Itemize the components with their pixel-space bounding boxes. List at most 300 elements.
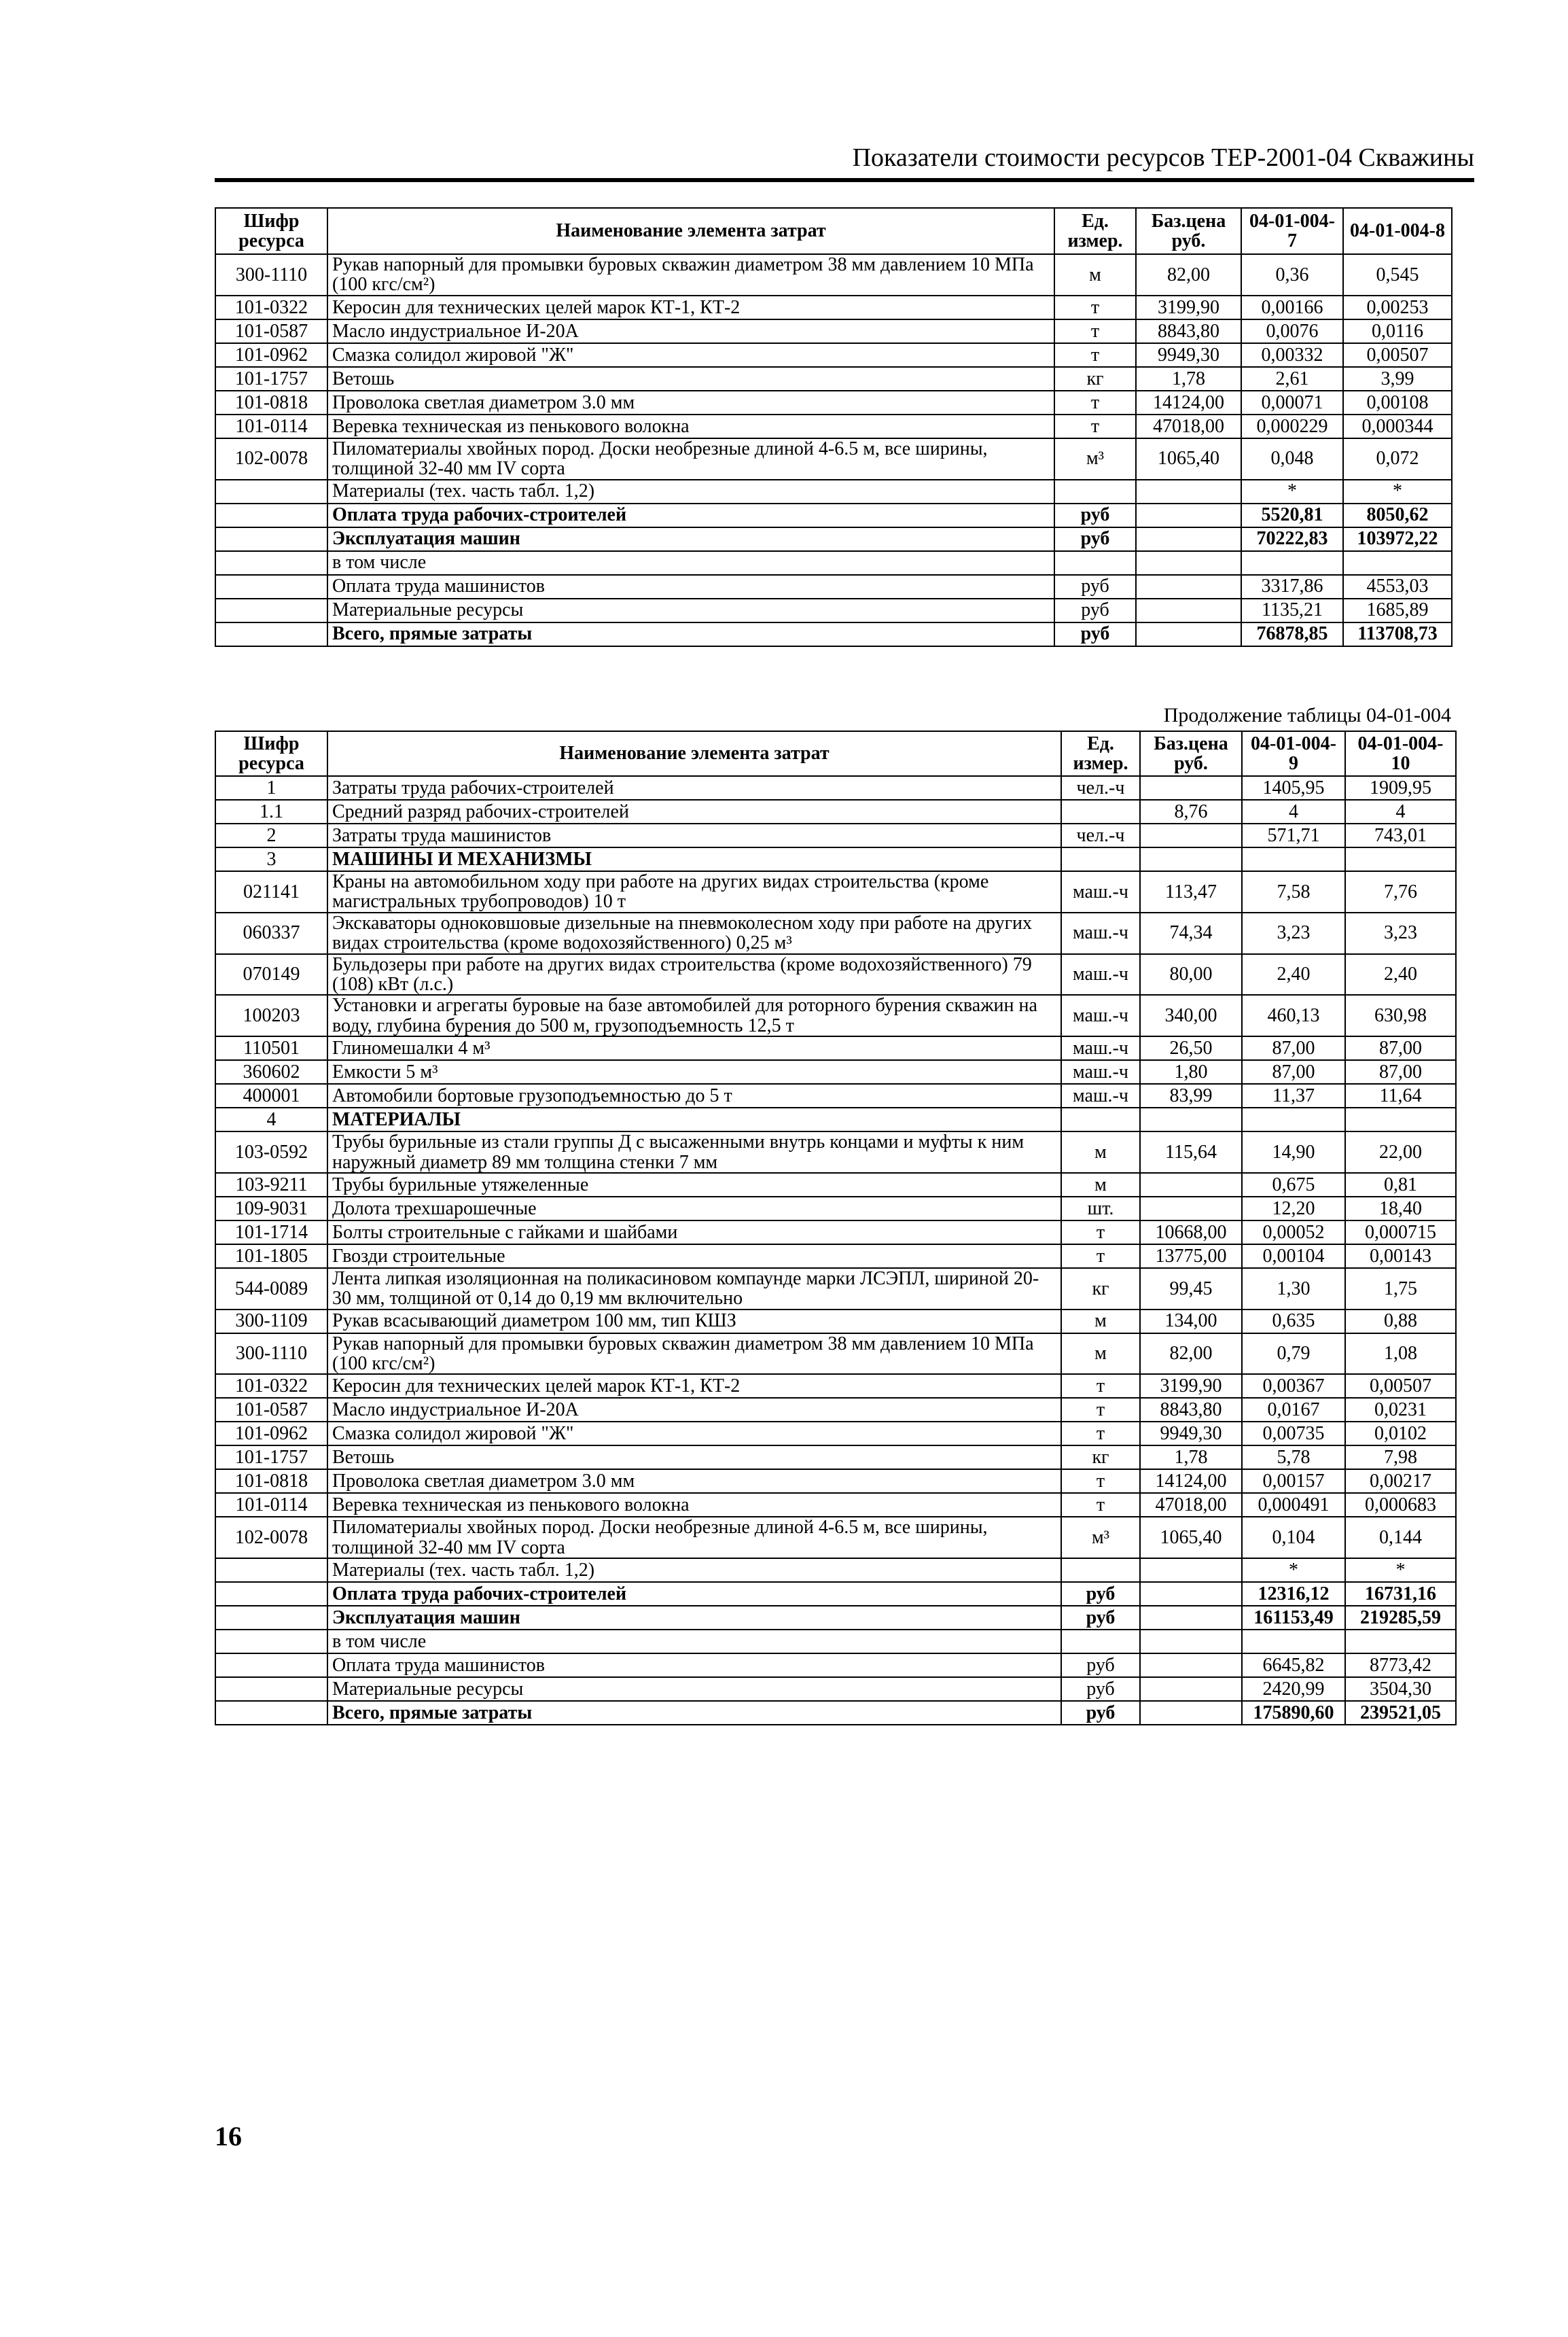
element-name: Средний разряд рабочих-строителей	[327, 800, 1061, 824]
value-col-2: 8050,62	[1343, 504, 1452, 527]
value-col-1: 4	[1242, 800, 1345, 824]
value-col-2: 7,76	[1345, 871, 1456, 913]
base-price: 3199,90	[1140, 1374, 1242, 1398]
resource-code: 109-9031	[215, 1197, 327, 1220]
value-col-2: 4553,03	[1343, 575, 1452, 599]
value-col-1: 0,00157	[1242, 1469, 1345, 1493]
value-col-2: 743,01	[1345, 824, 1456, 847]
value-col-1: 5,78	[1242, 1445, 1345, 1469]
table-row	[215, 871, 1456, 913]
unit	[1061, 1630, 1140, 1653]
table-row	[215, 1036, 1456, 1060]
unit: м³	[1061, 1517, 1140, 1558]
base-price: 99,45	[1140, 1268, 1242, 1310]
unit: маш.-ч	[1061, 1084, 1140, 1108]
value-col-1: 0,00104	[1242, 1244, 1345, 1268]
element-name: Всего, прямые затраты	[327, 622, 1054, 646]
table-row	[215, 1677, 1456, 1701]
table-row	[215, 438, 1452, 480]
base-price	[1140, 776, 1242, 800]
base-price: 8843,80	[1136, 319, 1241, 343]
resource-code: 400001	[215, 1084, 327, 1108]
value-col-1: 571,71	[1242, 824, 1345, 847]
unit	[1054, 480, 1136, 504]
unit: т	[1054, 296, 1136, 319]
value-col-1: 3,23	[1242, 913, 1345, 954]
resource-code	[215, 1701, 327, 1725]
resource-table-2	[215, 731, 1457, 1725]
value-col-1	[1242, 1108, 1345, 1131]
value-col-2: 113708,73	[1343, 622, 1452, 646]
base-price: 10668,00	[1140, 1220, 1242, 1244]
table-row	[215, 1558, 1456, 1582]
table-row	[215, 1197, 1456, 1220]
base-price: 9949,30	[1140, 1422, 1242, 1445]
base-price: 1065,40	[1140, 1517, 1242, 1558]
element-name: Оплата труда рабочих-строителей	[327, 504, 1054, 527]
base-price	[1140, 1701, 1242, 1725]
element-name: Ветошь	[327, 1445, 1061, 1469]
value-col-2: 2,40	[1345, 954, 1456, 996]
element-name: Всего, прямые затраты	[327, 1701, 1061, 1725]
table-row	[215, 504, 1452, 527]
table-row	[215, 527, 1452, 551]
base-price: 47018,00	[1140, 1493, 1242, 1517]
element-name: Оплата труда машинистов	[327, 1653, 1061, 1677]
element-name: Керосин для технических целей марок КТ-1, КТ-2	[327, 296, 1054, 319]
base-price: 14124,00	[1136, 391, 1241, 415]
resource-code: 103-0592	[215, 1131, 327, 1173]
unit: руб	[1054, 504, 1136, 527]
resource-code: 101-0962	[215, 343, 327, 367]
col-header-unit: Ед. измер.	[1054, 208, 1136, 254]
value-col-2: 0,000344	[1343, 415, 1452, 438]
resource-code: 101-0322	[215, 1374, 327, 1398]
unit: м	[1061, 1310, 1140, 1333]
value-col-2: 1,75	[1345, 1268, 1456, 1310]
resource-code: 2	[215, 824, 327, 847]
value-col-2: 87,00	[1345, 1060, 1456, 1084]
value-col-2: 239521,05	[1345, 1701, 1456, 1725]
table-row	[215, 995, 1456, 1036]
value-col-1: 0,0167	[1242, 1398, 1345, 1422]
table-row	[215, 913, 1456, 954]
table-row	[215, 1606, 1456, 1630]
table2-header-row	[215, 731, 1456, 776]
base-price	[1136, 504, 1241, 527]
value-col-1	[1242, 847, 1345, 871]
element-name: МАШИНЫ И МЕХАНИЗМЫ	[327, 847, 1061, 871]
value-col-1: 161153,49	[1242, 1606, 1345, 1630]
base-price: 8843,80	[1140, 1398, 1242, 1422]
resource-code	[215, 1558, 327, 1582]
element-name: Затраты труда рабочих-строителей	[327, 776, 1061, 800]
table-continuation-label: Продолжение таблицы 04-01-004	[1163, 704, 1451, 726]
element-name: Установки и агрегаты буровые на базе автомобилей для роторного бурения скважин на воду, глубина бурения до 500 м, грузоподъемность 12,5 т	[327, 995, 1061, 1036]
element-name: Емкости 5 м³	[327, 1060, 1061, 1084]
resource-code: 021141	[215, 871, 327, 913]
value-col-1: 0,00735	[1242, 1422, 1345, 1445]
element-name: МАТЕРИАЛЫ	[327, 1108, 1061, 1131]
value-col-1: *	[1241, 480, 1343, 504]
value-col-1	[1241, 551, 1343, 575]
element-name: Рукав напорный для промывки буровых скважин диаметром 38 мм давлением 10 МПа (100 кгс/см²)	[327, 1333, 1061, 1375]
value-col-2: 3,23	[1345, 913, 1456, 954]
value-col-2: 1685,89	[1343, 599, 1452, 622]
element-name: Глиномешалки 4 м³	[327, 1036, 1061, 1060]
element-name: Ветошь	[327, 367, 1054, 391]
element-name: Оплата труда машинистов	[327, 575, 1054, 599]
unit: т	[1061, 1244, 1140, 1268]
value-col-1: 12316,12	[1242, 1582, 1345, 1606]
resource-code: 101-1757	[215, 367, 327, 391]
element-name: Рукав всасывающий диаметром 100 мм, тип КШЗ	[327, 1310, 1061, 1333]
col-header-price: Баз.цена руб.	[1140, 731, 1242, 776]
element-name: Экскаваторы одноковшовые дизельные на пневмоколесном ходу при работе на других видах строительства (кроме водохозяйственного) 0,25 м³	[327, 913, 1061, 954]
col-header-v1: 04-01-004-9	[1242, 731, 1345, 776]
table-row	[215, 824, 1456, 847]
resource-code: 103-9211	[215, 1173, 327, 1197]
value-col-2: 0,88	[1345, 1310, 1456, 1333]
unit: руб	[1061, 1677, 1140, 1701]
resource-code: 060337	[215, 913, 327, 954]
unit: т	[1061, 1398, 1140, 1422]
table-row	[215, 776, 1456, 800]
element-name: Материальные ресурсы	[327, 599, 1054, 622]
value-col-2: 1909,95	[1345, 776, 1456, 800]
unit: м	[1061, 1333, 1140, 1375]
value-col-1: 70222,83	[1241, 527, 1343, 551]
value-col-1: 0,104	[1242, 1517, 1345, 1558]
element-name: Лента липкая изоляционная на поликасиновом компаунде марки ЛСЭПЛ, шириной 20-30 мм, толщиной от 0,14 до 0,19 мм включительно	[327, 1268, 1061, 1310]
resource-code: 3	[215, 847, 327, 871]
table-row	[215, 296, 1452, 319]
resource-code: 101-0587	[215, 319, 327, 343]
element-name: Бульдозеры при работе на других видах строительства (кроме водохозяйственного) 79 (108) кВт (л.с.)	[327, 954, 1061, 996]
unit: руб	[1054, 599, 1136, 622]
value-col-1: 0,79	[1242, 1333, 1345, 1375]
base-price	[1136, 480, 1241, 504]
value-col-2: 630,98	[1345, 995, 1456, 1036]
value-col-2: 1,08	[1345, 1333, 1456, 1375]
value-col-2: 0,0102	[1345, 1422, 1456, 1445]
element-name: Материальные ресурсы	[327, 1677, 1061, 1701]
unit: кг	[1061, 1445, 1140, 1469]
element-name: Проволока светлая диаметром 3.0 мм	[327, 1469, 1061, 1493]
value-col-1: 14,90	[1242, 1131, 1345, 1173]
unit: руб	[1054, 575, 1136, 599]
table-row	[215, 1310, 1456, 1333]
resource-code: 101-0587	[215, 1398, 327, 1422]
base-price	[1136, 622, 1241, 646]
unit: чел.-ч	[1061, 824, 1140, 847]
base-price	[1140, 1653, 1242, 1677]
value-col-2: 4	[1345, 800, 1456, 824]
table-row	[215, 367, 1452, 391]
value-col-1: 6645,82	[1242, 1653, 1345, 1677]
resource-code: 544-0089	[215, 1268, 327, 1310]
element-name: Масло индустриальное И-20А	[327, 319, 1054, 343]
table-row	[215, 551, 1452, 575]
value-col-2: 18,40	[1345, 1197, 1456, 1220]
value-col-1: 175890,60	[1242, 1701, 1345, 1725]
base-price: 82,00	[1136, 254, 1241, 296]
value-col-1: 0,048	[1241, 438, 1343, 480]
value-col-1	[1242, 1630, 1345, 1653]
unit: м	[1061, 1173, 1140, 1197]
value-col-2: 3504,30	[1345, 1677, 1456, 1701]
resource-code: 101-0322	[215, 296, 327, 319]
col-header-v2: 04-01-004-8	[1343, 208, 1452, 254]
base-price: 9949,30	[1136, 343, 1241, 367]
resource-code: 360602	[215, 1060, 327, 1084]
unit: т	[1061, 1493, 1140, 1517]
value-col-1: 0,36	[1241, 254, 1343, 296]
element-name: Керосин для технических целей марок КТ-1, КТ-2	[327, 1374, 1061, 1398]
element-name: Оплата труда рабочих-строителей	[327, 1582, 1061, 1606]
resource-code: 070149	[215, 954, 327, 996]
resource-code: 100203	[215, 995, 327, 1036]
unit: м	[1061, 1131, 1140, 1173]
col-header-unit: Ед. измер.	[1061, 731, 1140, 776]
value-col-1: 0,000229	[1241, 415, 1343, 438]
element-name: Смазка солидол жировой "Ж"	[327, 343, 1054, 367]
resource-code: 300-1110	[215, 254, 327, 296]
value-col-1: 0,0076	[1241, 319, 1343, 343]
resource-code	[215, 1630, 327, 1653]
element-name: Проволока светлая диаметром 3.0 мм	[327, 391, 1054, 415]
resource-code: 102-0078	[215, 438, 327, 480]
value-col-2: 0,0231	[1345, 1398, 1456, 1422]
base-price	[1140, 1630, 1242, 1653]
unit	[1061, 1558, 1140, 1582]
table-row	[215, 1131, 1456, 1173]
unit: т	[1061, 1422, 1140, 1445]
value-col-1: 87,00	[1242, 1060, 1345, 1084]
value-col-1: 1,30	[1242, 1268, 1345, 1310]
resource-table-1	[215, 207, 1453, 647]
resource-code	[215, 1653, 327, 1677]
table-row	[215, 1517, 1456, 1558]
value-col-2: 0,00143	[1345, 1244, 1456, 1268]
resource-code	[215, 1582, 327, 1606]
unit: маш.-ч	[1061, 913, 1140, 954]
value-col-2	[1345, 1630, 1456, 1653]
base-price: 1,78	[1136, 367, 1241, 391]
table-row	[215, 1398, 1456, 1422]
value-col-1: 76878,85	[1241, 622, 1343, 646]
base-price: 1,80	[1140, 1060, 1242, 1084]
value-col-1: 460,13	[1242, 995, 1345, 1036]
value-col-2: 11,64	[1345, 1084, 1456, 1108]
table-row	[215, 415, 1452, 438]
value-col-2: 0,81	[1345, 1173, 1456, 1197]
resource-code: 110501	[215, 1036, 327, 1060]
base-price	[1140, 824, 1242, 847]
table-row	[215, 1445, 1456, 1469]
base-price: 47018,00	[1136, 415, 1241, 438]
value-col-1: 87,00	[1242, 1036, 1345, 1060]
element-name: Веревка техническая из пенькового волокна	[327, 1493, 1061, 1517]
table-row	[215, 1060, 1456, 1084]
resource-code	[215, 504, 327, 527]
base-price	[1140, 1677, 1242, 1701]
table-row	[215, 1084, 1456, 1108]
value-col-1: 0,635	[1242, 1310, 1345, 1333]
value-col-2: 8773,42	[1345, 1653, 1456, 1677]
element-name: Материалы (тех. часть табл. 1,2)	[327, 1558, 1061, 1582]
resource-code: 1	[215, 776, 327, 800]
value-col-2	[1343, 551, 1452, 575]
value-col-2: 0,000715	[1345, 1220, 1456, 1244]
unit: маш.-ч	[1061, 995, 1140, 1036]
value-col-1: 12,20	[1242, 1197, 1345, 1220]
value-col-2: 0,00253	[1343, 296, 1452, 319]
table-row	[215, 480, 1452, 504]
resource-code	[215, 527, 327, 551]
value-col-2: 87,00	[1345, 1036, 1456, 1060]
base-price	[1136, 599, 1241, 622]
base-price: 340,00	[1140, 995, 1242, 1036]
base-price: 13775,00	[1140, 1244, 1242, 1268]
unit	[1054, 551, 1136, 575]
unit: маш.-ч	[1061, 954, 1140, 996]
value-col-2	[1345, 1108, 1456, 1131]
resource-code	[215, 599, 327, 622]
value-col-2: 0,0116	[1343, 319, 1452, 343]
base-price	[1136, 575, 1241, 599]
base-price	[1140, 1197, 1242, 1220]
table-row	[215, 1701, 1456, 1725]
element-name: Рукав напорный для промывки буровых скважин диаметром 38 мм давлением 10 МПа (100 кгс/см²)	[327, 254, 1054, 296]
unit	[1061, 800, 1140, 824]
unit: маш.-ч	[1061, 1060, 1140, 1084]
table-row	[215, 1422, 1456, 1445]
table-row	[215, 800, 1456, 824]
unit: м³	[1054, 438, 1136, 480]
element-name: Затраты труда машинистов	[327, 824, 1061, 847]
unit: т	[1061, 1220, 1140, 1244]
unit: т	[1054, 415, 1136, 438]
value-col-2: 0,000683	[1345, 1493, 1456, 1517]
base-price	[1140, 1558, 1242, 1582]
value-col-1: 7,58	[1242, 871, 1345, 913]
value-col-2: 0,072	[1343, 438, 1452, 480]
value-col-2: 219285,59	[1345, 1606, 1456, 1630]
resource-code	[215, 622, 327, 646]
element-name: Пиломатериалы хвойных пород. Доски необрезные длиной 4-6.5 м, все ширины, толщиной 32-40 мм IV сорта	[327, 438, 1054, 480]
resource-code	[215, 1606, 327, 1630]
table1-body	[215, 254, 1452, 646]
resource-code: 101-0818	[215, 391, 327, 415]
value-col-1: 0,675	[1242, 1173, 1345, 1197]
base-price: 14124,00	[1140, 1469, 1242, 1493]
unit: т	[1054, 319, 1136, 343]
element-name: Трубы бурильные из стали группы Д с высаженными внутрь концами и муфты к ним наружный диаметр 89 мм толщина стенки 7 мм	[327, 1131, 1061, 1173]
base-price: 8,76	[1140, 800, 1242, 824]
table-row	[215, 622, 1452, 646]
table-row	[215, 1493, 1456, 1517]
element-name: в том числе	[327, 551, 1054, 575]
table-row	[215, 1630, 1456, 1653]
table-row	[215, 343, 1452, 367]
value-col-1: 1405,95	[1242, 776, 1345, 800]
element-name: Смазка солидол жировой "Ж"	[327, 1422, 1061, 1445]
value-col-2: 0,00217	[1345, 1469, 1456, 1493]
col-header-v2: 04-01-004-10	[1345, 731, 1456, 776]
resource-code: 101-1757	[215, 1445, 327, 1469]
page-header-title: Показатели стоимости ресурсов ТЕР-2001-04 Скважины	[852, 143, 1474, 172]
unit: шт.	[1061, 1197, 1140, 1220]
unit: т	[1054, 343, 1136, 367]
value-col-2: 22,00	[1345, 1131, 1456, 1173]
base-price: 83,99	[1140, 1084, 1242, 1108]
unit: т	[1054, 391, 1136, 415]
base-price	[1136, 527, 1241, 551]
base-price: 3199,90	[1136, 296, 1241, 319]
value-col-1: 0,00071	[1241, 391, 1343, 415]
table-row	[215, 575, 1452, 599]
unit	[1061, 847, 1140, 871]
value-col-1: 0,00367	[1242, 1374, 1345, 1398]
table-row	[215, 1469, 1456, 1493]
base-price: 134,00	[1140, 1310, 1242, 1333]
unit: кг	[1061, 1268, 1140, 1310]
table-row	[215, 599, 1452, 622]
value-col-2: 0,00108	[1343, 391, 1452, 415]
unit: руб	[1061, 1653, 1140, 1677]
base-price: 80,00	[1140, 954, 1242, 996]
element-name: Автомобили бортовые грузоподъемностью до 5 т	[327, 1084, 1061, 1108]
base-price: 74,34	[1140, 913, 1242, 954]
unit: руб	[1054, 622, 1136, 646]
value-col-2: 0,00507	[1343, 343, 1452, 367]
unit: т	[1061, 1374, 1140, 1398]
table-row	[215, 1173, 1456, 1197]
value-col-1: 0,00166	[1241, 296, 1343, 319]
element-name: Гвозди строительные	[327, 1244, 1061, 1268]
element-name: Краны на автомобильном ходу при работе на других видах строительства (кроме магистральных трубопроводов) 10 т	[327, 871, 1061, 913]
unit: маш.-ч	[1061, 1036, 1140, 1060]
header-rule	[215, 178, 1474, 182]
unit: чел.-ч	[1061, 776, 1140, 800]
col-header-price: Баз.цена руб.	[1136, 208, 1241, 254]
value-col-1: 1135,21	[1241, 599, 1343, 622]
element-name: Веревка техническая из пенькового волокна	[327, 415, 1054, 438]
value-col-2: 0,545	[1343, 254, 1452, 296]
value-col-2: 103972,22	[1343, 527, 1452, 551]
base-price	[1140, 1173, 1242, 1197]
table-row	[215, 1333, 1456, 1375]
resource-code	[215, 575, 327, 599]
col-header-code: Шифр ресурса	[215, 731, 327, 776]
table-row	[215, 1108, 1456, 1131]
base-price	[1140, 1606, 1242, 1630]
value-col-2: 7,98	[1345, 1445, 1456, 1469]
base-price: 82,00	[1140, 1333, 1242, 1375]
base-price	[1140, 1108, 1242, 1131]
resource-code	[215, 1677, 327, 1701]
unit: руб	[1061, 1701, 1140, 1725]
resource-code: 101-1714	[215, 1220, 327, 1244]
value-col-1: 0,00332	[1241, 343, 1343, 367]
table-row	[215, 1582, 1456, 1606]
table-row	[215, 391, 1452, 415]
base-price: 1,78	[1140, 1445, 1242, 1469]
element-name: Пиломатериалы хвойных пород. Доски необрезные длиной 4-6.5 м, все ширины, толщиной 32-40 мм IV сорта	[327, 1517, 1061, 1558]
element-name: Долота трехшарошечные	[327, 1197, 1061, 1220]
value-col-2: *	[1345, 1558, 1456, 1582]
